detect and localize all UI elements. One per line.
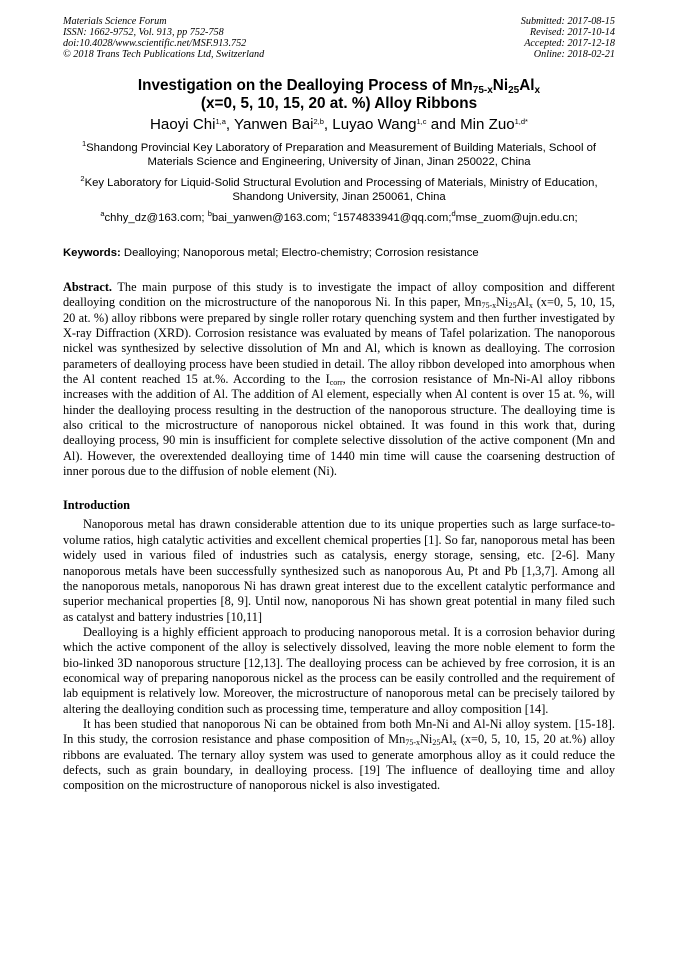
keywords-label: Keywords: bbox=[63, 247, 121, 259]
intro-paragraph-3 bbox=[63, 717, 615, 794]
affiliation-text: Shandong Provincial Key Laboratory of Preparation and Measurement of Building Materials, School of Materials Science and Engineering, University of Jinan, Jinan 250022, China bbox=[86, 142, 597, 168]
paper-page bbox=[63, 16, 615, 794]
email-address[interactable]: chhy_dz@163.com; bbox=[104, 212, 208, 224]
doi-line[interactable]: doi:10.4028/www.scientific.net/MSF.913.752 bbox=[63, 38, 247, 49]
abstract-label: Abstract. bbox=[63, 280, 113, 294]
author-name: Luyao Wang bbox=[332, 116, 417, 133]
affiliation-1 bbox=[63, 141, 615, 169]
author bbox=[234, 116, 324, 133]
affiliation-text: Key Laboratory for Liquid-Solid Structural Evolution and Processing of Materials, Ministry of Education, Shandong University, Jinan 250061, China bbox=[84, 177, 598, 203]
intro-text: Al bbox=[440, 732, 453, 747]
author bbox=[150, 116, 226, 133]
author-sep: and bbox=[426, 116, 461, 133]
intro-sub: 25 bbox=[432, 738, 441, 748]
intro-text: (x=0, 5, 10, 15, 20 at.%) alloy ribbons are evaluated. The ternary alloy system was used to generate amorphous alloy as it could reduce the defects, such as grain boundary, in dealloying process. [19] The influence of dealloying time and alloy composition on the microstructure of nanoporous nickel is also investigated. bbox=[63, 732, 615, 793]
author-sep: , bbox=[323, 116, 333, 133]
accepted-date: Accepted: 2017-12-18 bbox=[524, 38, 615, 49]
author bbox=[460, 116, 528, 133]
journal-info bbox=[63, 16, 264, 60]
title-ni: Ni bbox=[492, 77, 509, 94]
abstract bbox=[63, 280, 615, 479]
email-address[interactable]: mse_zuom@ujn.edu.cn; bbox=[455, 212, 578, 224]
abstract-text: Ni bbox=[496, 295, 509, 310]
copyright-line: © 2018 Trans Tech Publications Ltd, Switzerland bbox=[63, 49, 265, 60]
author-name: Haoyi Chi bbox=[150, 116, 216, 133]
email-address[interactable]: bai_yanwen@163.com; bbox=[211, 212, 334, 224]
abstract-text: (x=0, 5, 10, 15, 20 at. %) alloy ribbons were prepared by single roller rotary quenching system and then further investigated by X-ray Diffraction (XRD). Corrosion resistance was evaluated by means of Tafel polarization. The nanoporous nickel was synthesized by selective dissolution of Mn and Al, which is known as dealloying. The corrosion parameters of dealloying process have been studied in detail. The alloy ribbon developed into amorphous when the Al content reached 15 at.%. According to the I bbox=[63, 295, 615, 387]
author-sup: 1,d* bbox=[514, 117, 528, 126]
title-ni-sub: 25 bbox=[508, 85, 520, 96]
author-sup: 1,a bbox=[215, 117, 226, 126]
abstract-text: , the corrosion resistance of Mn-Ni-Al alloy ribbons increases with the addition of Al. The addition of Al element, especially when Al content is over 15 at. %, will hinder the dealloying process resulting in the destruction of the nanoporous structure. The dealloying time is also critical to the microstructure of nanoporous nickel obtained. It was found in this work that, during dealloying process, 90 min is insufficient for complete selective dissolution of the active component (Mn and Al). However, the overextended dealloying time of 1440 min time will cause the coarsening destruction of inner porous due to the diffusion of noble element (Ni). bbox=[63, 372, 615, 479]
affiliation-2 bbox=[63, 176, 615, 204]
email-address[interactable]: 1574833941@qq.com; bbox=[336, 212, 452, 224]
affiliation-num: 1 bbox=[81, 139, 87, 148]
title-line-1 bbox=[63, 77, 615, 95]
intro-paragraph-2: Dealloying is a highly efficient approach to producing nanoporous metal. It is a corrosion behavior during which the active component of the alloy is selectively dissolved, leaving the more noble element to form the bio-linked 3D nanoporous structure [12,13]. The dealloying process can be achieved by free corrosion, it is an economical way of preparing nanoporous nickel as the process can be easily controlled and the requirement of lab equipment is relatively low. Moreover, the microstructure of nanoporous metal can be precisely tailored by altering the dealloying condition such as processing time, temperature and alloy composition [14]. bbox=[63, 624, 615, 716]
abstract-sub: 25 bbox=[508, 301, 517, 311]
author-list bbox=[63, 116, 615, 134]
issn-line: ISSN: 1662-9752, Vol. 913, pp 752-758 bbox=[63, 27, 224, 38]
email-sup: d bbox=[451, 209, 456, 218]
author-sup: 2,b bbox=[313, 117, 324, 126]
author-sep: , bbox=[225, 116, 235, 133]
intro-text: It has been studied that nanoporous Ni can be obtained from both Mn-Ni and Al-Ni alloy system. [15-18]. In this study, the corrosion resistance and phase composition of Mn bbox=[63, 716, 615, 747]
intro-sub: x bbox=[452, 738, 457, 748]
author-emails bbox=[63, 211, 615, 225]
abstract-sub: 75-x bbox=[481, 301, 497, 311]
keywords-text: Dealloying; Nanoporous metal; Electro-chemistry; Corrosion resistance bbox=[120, 247, 479, 259]
revised-date: Revised: 2017-10-14 bbox=[529, 27, 615, 38]
journal-name: Materials Science Forum bbox=[63, 16, 167, 27]
email-sup: c bbox=[333, 209, 337, 218]
section-heading: Introduction bbox=[63, 498, 130, 513]
email-sup: b bbox=[207, 209, 212, 218]
abstract-sub: corr bbox=[329, 378, 343, 388]
journal-header bbox=[63, 16, 615, 60]
abstract-sub: x bbox=[528, 301, 533, 311]
abstract-text: The main purpose of this study is to investigate the impact of alloy composition and different dealloying condition on the microstructure of the nanoporous Ni. In this paper, Mn bbox=[63, 280, 615, 310]
intro-text: Ni bbox=[419, 732, 433, 747]
online-date: Online: 2018-02-21 bbox=[533, 49, 615, 60]
author-name: Yanwen Bai bbox=[234, 116, 314, 133]
title-al-sub: x bbox=[534, 85, 541, 96]
dates-info bbox=[521, 16, 615, 60]
title-mn-sub: 75-x bbox=[472, 85, 493, 96]
abstract-text: Al bbox=[516, 295, 529, 310]
intro-paragraph-1: Nanoporous metal has drawn considerable attention due to its unique properties such as large surface-to-volume ratios, high catalytic activities and excellent chemical properties [1]. So far, nanoporous metal has been widely used in various filed of industries such as catalysis, energy storage, sensing, etc. [2-6]. Many nanoporous metals have been successfully synthesized such as nanoporous Au, Pt and Pb [1,3,7]. Among all the nanoporous metals, nanoporous Ni has drawn great interest due to the excellent catalytic performance and superior mechanical properties [8, 9]. Until now, nanoporous Ni has shown great potential in many filed such as catalyst and battery industries [10,11] bbox=[63, 517, 615, 624]
title-line-2: (x=0, 5, 10, 15, 20 at. %) Alloy Ribbons bbox=[200, 95, 478, 112]
title-prefix: Investigation on the Dealloying Process of Mn bbox=[137, 77, 473, 94]
paper-title bbox=[63, 77, 615, 113]
keywords bbox=[63, 246, 615, 260]
author bbox=[332, 116, 426, 133]
author-name: Min Zuo bbox=[460, 116, 515, 133]
intro-sub: 75-x bbox=[405, 738, 420, 748]
title-al: Al bbox=[519, 77, 535, 94]
author-sup: 1,c bbox=[416, 117, 427, 126]
affiliation-num: 2 bbox=[80, 174, 85, 183]
email-sup: a bbox=[100, 209, 105, 218]
submitted-date: Submitted: 2017-08-15 bbox=[520, 16, 615, 27]
